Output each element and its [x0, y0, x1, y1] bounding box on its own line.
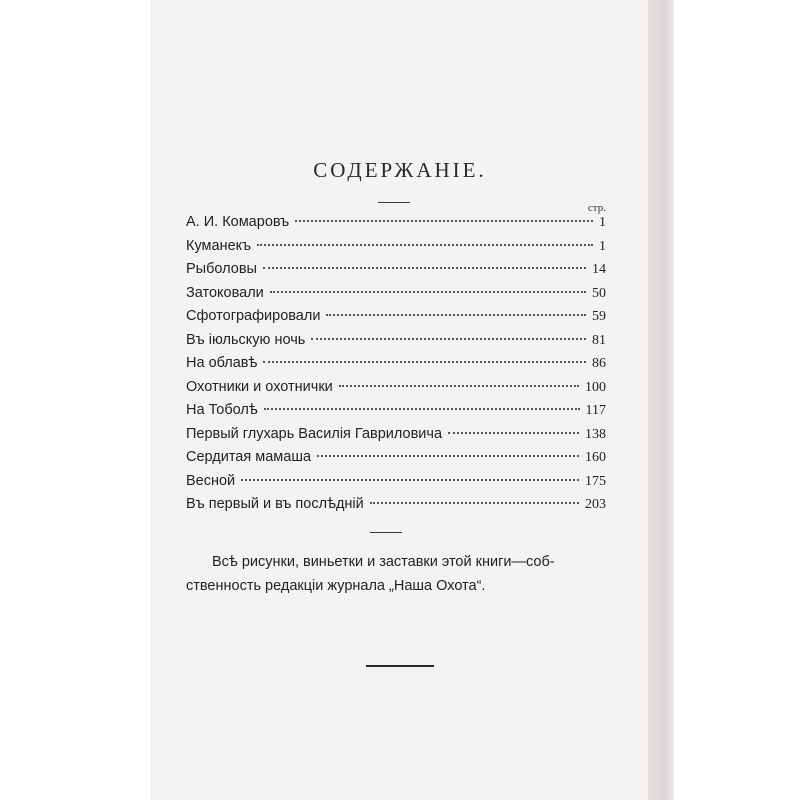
toc-entry-title: На облавѣ [186, 355, 258, 371]
toc-entry [186, 496, 606, 520]
toc-entry-title: Затоковали [186, 284, 264, 301]
page-edge [648, 0, 674, 800]
toc-entry [186, 285, 606, 309]
toc-entry-title: Сфотографировали [186, 308, 321, 324]
toc-entry-page: 59 [592, 309, 606, 324]
toc-entry [186, 426, 606, 450]
toc-entry-page: 50 [592, 285, 606, 301]
leader-dots [263, 267, 586, 269]
leader-dots [270, 291, 586, 293]
leader-dots [263, 361, 586, 363]
toc-entry-title: Куманекъ [186, 237, 252, 254]
leader-dots [339, 385, 579, 387]
toc-entry-title: А. И. Комаровъ [186, 214, 290, 230]
toc-entry [186, 473, 606, 497]
toc-entry [186, 214, 606, 238]
leader-dots [295, 220, 593, 222]
toc-entry-page: 81 [592, 332, 606, 348]
leader-dots [370, 502, 579, 504]
toc-entry-title: Охотники и охотнички [186, 378, 333, 395]
closing-rule [366, 665, 434, 667]
toc-entry [186, 261, 606, 285]
toc-entry [186, 402, 606, 426]
toc-entry-page: 160 [585, 450, 606, 465]
toc-entry [186, 379, 606, 403]
toc-entry [186, 238, 606, 262]
toc-entry-page: 1 [599, 238, 606, 254]
toc-entry-page: 138 [585, 426, 606, 442]
toc-entry-page: 100 [585, 379, 606, 395]
leader-dots [448, 432, 579, 434]
toc-entry [186, 332, 606, 356]
copyright-note [186, 550, 616, 598]
toc-entry-page: 203 [585, 497, 606, 512]
toc-entry-title: Первый глухарь Василія Гавриловича [186, 425, 443, 442]
toc-entry-page: 86 [592, 356, 606, 371]
leader-dots [317, 455, 579, 457]
title-rule [378, 202, 410, 203]
toc-entry-title: Весной [186, 472, 236, 489]
toc-entry-title: Сердитая мамаша [186, 449, 312, 465]
table-of-contents [186, 214, 606, 520]
note-line: ственность редакціи журнала „Наша Охота“. [186, 578, 486, 594]
toc-entry-title: Въ первый и въ послѣдній [186, 496, 364, 512]
leader-dots [241, 479, 579, 481]
toc-entry-page: 175 [585, 473, 606, 489]
toc-entry [186, 308, 606, 332]
toc-entry-page: 1 [599, 215, 606, 230]
page-title: СОДЕРЖАНІЕ. [313, 158, 487, 182]
leader-dots [257, 244, 593, 246]
toc-entry-page: 117 [585, 403, 606, 418]
toc-entry-title: Рыболовы [186, 261, 257, 277]
toc-entry [186, 449, 606, 473]
toc-entry-title: Въ іюльскую ночь [186, 331, 306, 348]
page-column-label: стр. [587, 202, 606, 214]
toc-entry-title: На Тоболѣ [186, 402, 258, 418]
leader-dots [264, 408, 580, 410]
leader-dots [311, 338, 586, 340]
toc-entry [186, 355, 606, 379]
toc-entry-page: 14 [592, 262, 606, 277]
section-rule [370, 532, 402, 533]
note-line: Всѣ рисунки, виньетки и заставки этой книги—соб- [212, 554, 555, 570]
leader-dots [326, 314, 586, 316]
